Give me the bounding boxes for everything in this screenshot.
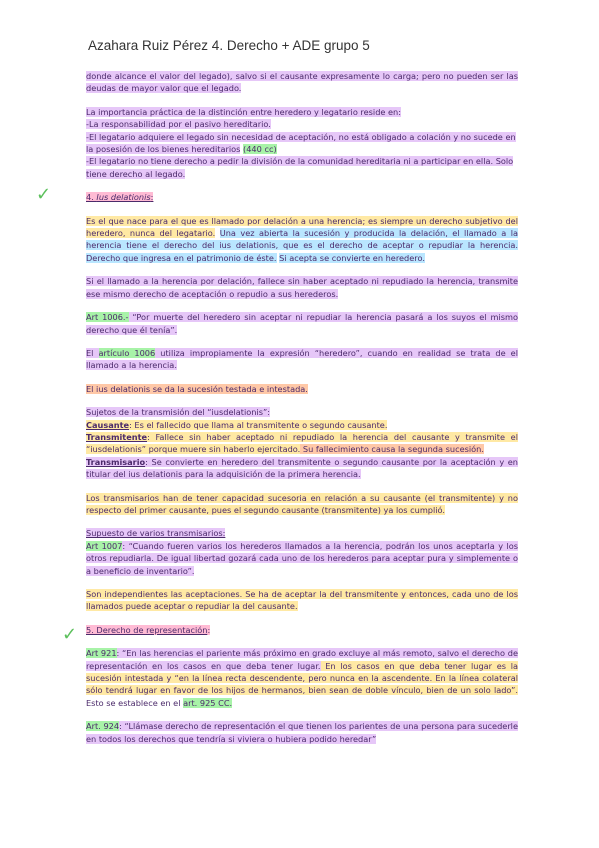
paragraph-art-1006: Art 1006.- “Por muerte del heredero sin aceptar ni repudiar la herencia pasará a los suyos el mismo derecho que él tenía”. — [86, 312, 518, 335]
article-reference: art. 925 CC. — [183, 697, 233, 708]
article-reference: Art 1007 — [86, 540, 123, 551]
paragraph-expresion-heredero: El artículo 1006 utiliza impropiamente la expresión “heredero”, cuando en realidad se trata de el llamado a la herencia. — [86, 347, 518, 371]
section-heading-ius-delationis: 4. Ius delationis: — [86, 192, 154, 203]
paragraph-transmision: Si el llamado a la herencia por delación, fallece sin haber aceptado ni repudiado la herencia, transmite ese mismo derecho de aceptación o repudio a sus herederos. — [86, 276, 518, 299]
check-mark-icon: ✓ — [62, 624, 78, 645]
paragraph-capacidad: Los transmisarios han de tener capacidad sucesoria en relación a su causante (el transmitente) y no respecto del primer causante, pues el segundo causante (transmitente) ya los cumplió. — [86, 492, 518, 515]
document-body — [86, 70, 518, 756]
article-reference: Art 921 — [86, 648, 117, 659]
section-heading-representacion: 5. Derecho de representación: — [86, 624, 211, 635]
term-transmitente: Transmitente — [86, 431, 148, 442]
paragraph-varios-transmisarios: Supuesto de varios transmisarios: Art 1007: “Cuando fueren varios los herederos llamados a la herencia, podrán los unos aceptarla y los otros repudiarla. De igual libertad gozará cada uno de los herederos para aceptar pura y simplemente o a beneficio de inventario”. — [86, 528, 518, 576]
paragraph-legado-deudas: donde alcance el valor del legado), salvo si el causante expresamente lo carga; pero no pueden ser las deudas de mayor valor que el legado. — [86, 71, 518, 94]
paragraph-art-921: Art 921: “En las herencias el pariente más próximo en grado excluye al más remoto, salvo el derecho de representación en los casos en que deba tener lugar. En los casos en que deba tener lugar es la sucesión intestada y “en la línea recta descendente, pero nunca en la ascendente. En la línea colateral sólo tendrá lugar en favor de los hijos de hermanos, bien sean de doble vínculo, bien de un solo lado”. Esto se establece en el art. 925 CC. — [86, 648, 519, 708]
article-reference: (440 cc) — [243, 144, 277, 155]
term-transmisario: Transmisario — [86, 456, 146, 467]
paragraph-definicion-ius-delationis: Es el que nace para el que es llamado por delación a una herencia; es siempre un derecho subjetivo del heredero, nunca del legatario. Una vez abierta la sucesión y producida la delación, el llamado a la herencia tiene el derecho del ius delationis, que es el derecho de aceptar o repudiar la herencia. Derecho que ingresa en el patrimonio de éste. Si acepta se convierte en heredero. — [86, 215, 518, 263]
paragraph-importancia-distincion: La importancia práctica de la distinción entre heredero y legatario reside en: -La responsabilidad por el pasivo hereditario. -El legatario adquiere el legado sin necesidad de aceptación, no está obligado a colación y no sucede en la posesión de los bienes hereditarios (440 cc) -El legatario no tiene derecho a pedir la división de la comunidad hereditaria ni a participar en ella. Solo tiene derecho al legado. — [86, 106, 516, 179]
paragraph-sucesion-testada: El ius delationis se da la sucesión testada e intestada. — [86, 383, 308, 394]
paragraph-art-924: Art. 924: “Llámase derecho de representación el que tienen los parientes de una persona para sucederle en todos los derechos que tendría si viviera o hubiera podido heredar” — [86, 721, 518, 744]
article-reference: Art. 924 — [86, 721, 120, 732]
article-reference: Art 1006.- — [86, 312, 129, 323]
term-causante: Causante — [86, 419, 130, 430]
article-reference: artículo 1006 — [98, 347, 156, 358]
page-header: Azahara Ruiz Pérez 4. Derecho + ADE grupo 5 — [88, 38, 370, 53]
paragraph-aceptaciones: Son independientes las aceptaciones. Se ha de aceptar la del transmitente y entonces, cada uno de los llamados puede aceptar o repudiar la del causante. — [86, 589, 518, 612]
paragraph-sujetos: Sujetos de la transmisión del “iusdelationis”: Causante: Es el fallecido que llama al transmitente o segundo causante. Transmitente: Fallece sin haber aceptado ni repudiado la herencia del causante y transmite el “iusdelationis” porque muere sin haberlo ejercitado. Su fallecimiento causa la segunda sucesión. Transmisario: Se convierte en heredero del transmitente o segundo causante por la aceptación y en titular del ius delationis para la adquisición de la primera herencia. — [86, 407, 518, 480]
check-mark-icon: ✓ — [36, 184, 52, 205]
